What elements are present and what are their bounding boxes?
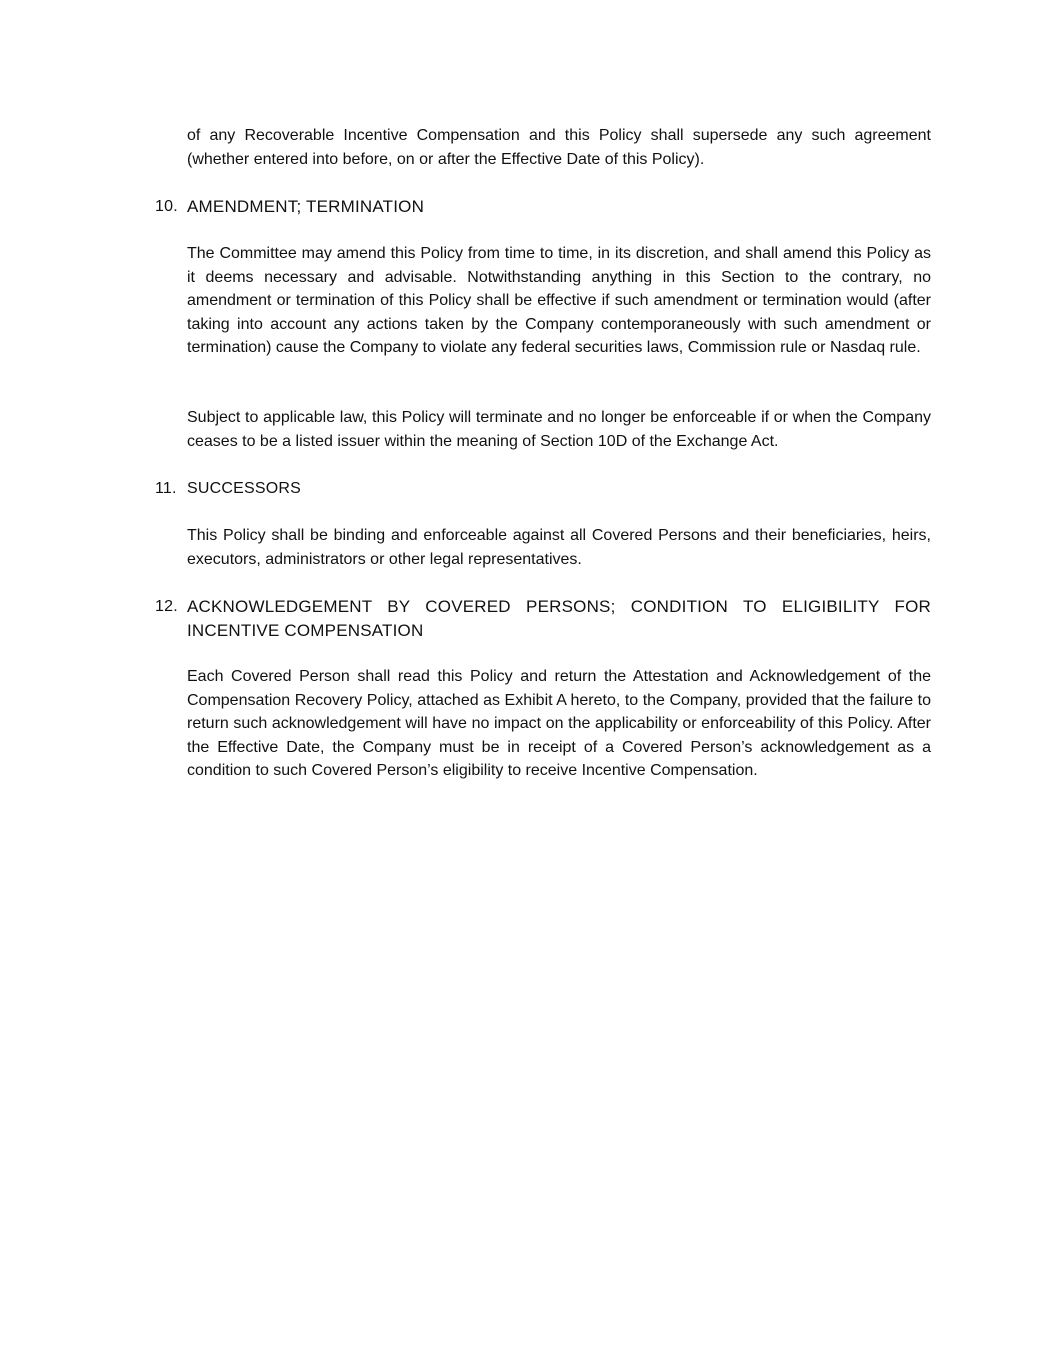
section-12-title: ACKNOWLEDGEMENT BY COVERED PERSONS; CONDITION TO ELIGIBILITY FOR INCENTIVE COMPENSATION <box>187 597 931 640</box>
section-12-heading <box>155 595 931 642</box>
section-10-number: 10. <box>155 198 178 215</box>
section-11-number: 11. <box>155 480 177 497</box>
section-12-paragraph-1: Each Covered Person shall read this Policy and return the Attestation and Acknowledgement of the Compensation Recovery Policy, attached as Exhibit A hereto, to the Company, provided that the failure to return such acknowledgement will have no impact on the applicability or enforceability of this Policy. After the Effective Date, the Company must be in receipt of a Covered Person’s acknowledgement as a condition to such Covered Person’s eligibility to receive Incentive Compensation. <box>187 668 931 779</box>
section-10-title: AMENDMENT; TERMINATION <box>187 197 425 216</box>
continuation-paragraph: of any Recoverable Incentive Compensation and this Policy shall supersede any such agreement (whether entered into before, on or after the Effective Date of this Policy). <box>187 127 931 168</box>
section-10-paragraph-2: Subject to applicable law, this Policy will terminate and no longer be enforceable if or when the Company ceases to be a listed issuer within the meaning of Section 10D of the Exchange Act. <box>187 409 931 450</box>
section-11-paragraph-1: This Policy shall be binding and enforceable against all Covered Persons and their beneficiaries, heirs, executors, administrators or other legal representatives. <box>187 527 931 568</box>
section-10-paragraph-1: The Committee may amend this Policy from time to time, in its discretion, and shall amend this Policy as it deems necessary and advisable. Notwithstanding anything in this Section to the contrary, no amendment or termination of this Policy shall be effective if such amendment or termination would (after taking into account any actions taken by the Company contemporaneously with such amendment or termination) cause the Company to violate any federal securities laws, Commission rule or Nasdaq rule. <box>187 245 931 356</box>
section-11-title: SUCCESSORS <box>187 480 302 497</box>
section-11-heading <box>155 477 931 501</box>
section-12-number: 12. <box>155 598 178 615</box>
section-10-heading <box>155 195 931 219</box>
